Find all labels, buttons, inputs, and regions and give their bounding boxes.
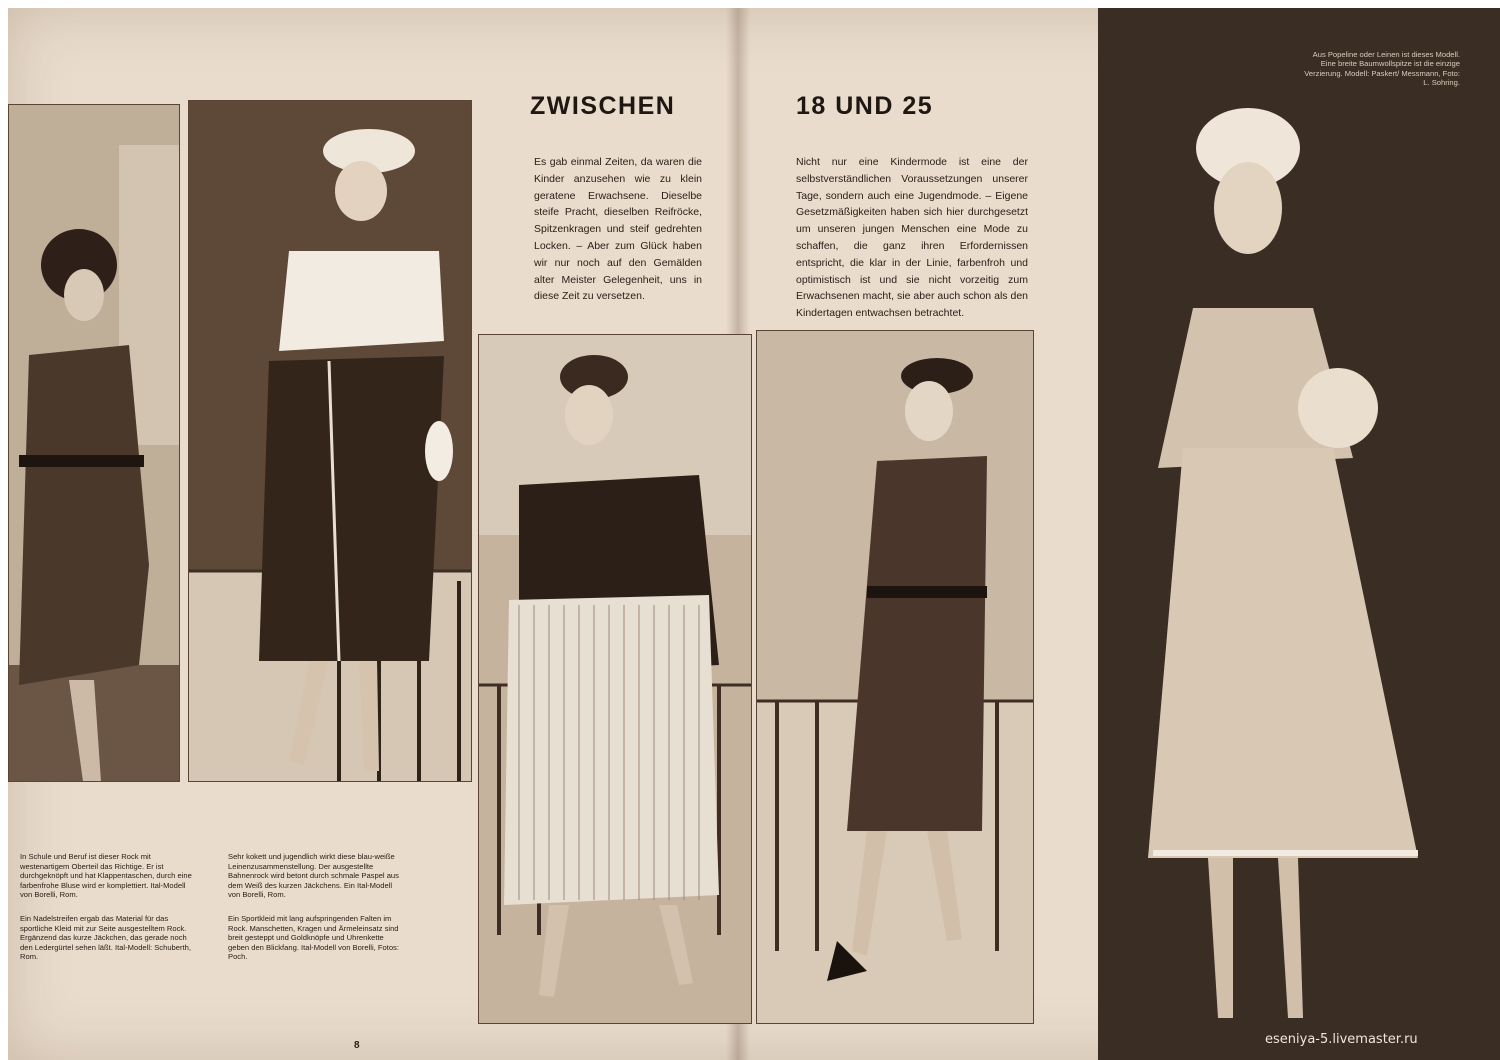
caption-col1-bottom: Ein Nadelstreifen ergab das Material für das sportliche Kleid mit zur Seite ausgestelltem Rock. Ergänzend das kurze Jäckchen, das gerade noch den Ledergürtel sehen läßt. Ital-Modell: Schuberth, Rom. — [20, 914, 191, 962]
intro-text-left: Es gab einmal Zeiten, da waren die Kinder anzusehen wie zu klein geratene Erwachsene. Dieselbe steife Pracht, dieselben Reifröcke, Spitzenkragen und steif gedrehten Locken. – Aber zum Glück haben wir nur noch auf den Gemälden alter Meister Gelegenheit, uns in diese Zeit zu versetzen. — [534, 156, 702, 303]
right-page-photo — [1098, 8, 1500, 1060]
page-number: 8 — [354, 1040, 360, 1051]
photo-belted-coatdress — [756, 330, 1034, 1024]
photo-white-jacket-skirt — [188, 100, 472, 782]
watermark-text: eseniya-5.livemaster.ru — [1265, 1032, 1418, 1047]
caption-col2-top: Sehr kokett und jugendlich wirkt diese blau-weiße Leinenzusammenstellung. Der ausgestellte Bahnenrock wird betont durch schmale Paspel aus dem Weiß des kurzen Jäckchens. Ein Ital-Modell von Borelli, Rom. — [228, 852, 399, 900]
caption-col1-top: In Schule und Beruf ist dieser Rock mit westenartigem Oberteil das Richtige. Er ist durchgeknöpft und hat Klappentaschen, durch eine farbenfrohe Bluse wird er komplettiert. Ital-Modell von Borelli, Rom. — [20, 852, 192, 900]
intro-text-right: Nicht nur eine Kindermode ist eine der selbstverständlichen Voraussetzungen unserer Tage, sondern auch eine Jugendmode. – Eigene Gesetzmäßigkeiten haben sich hier durchgesetzt um unseren jungen Menschen eine Mode zu schaffen, die ganz ihren Erfordernissen entspricht, die klar in der Linie, farbenfroh und optimistisch ist und sie nicht vorzeitig zum Erwachsenen macht, sie aber auch schon als den Kindertagen entwachsen betrachtet. — [796, 156, 1028, 320]
caption-right-page: Aus Popeline oder Leinen ist dieses Modell. Eine breite Baumwollspitze ist die einzige Verzierung. Modell: Paskert/ Messmann, Foto: L. Sohring. — [1304, 50, 1460, 88]
headline-right: 18 UND 25 — [796, 92, 934, 120]
photo-striped-skirt — [478, 334, 752, 1024]
headline-left: ZWISCHEN — [530, 92, 676, 120]
photo-dark-shirtdress — [8, 104, 180, 782]
caption-col2-bottom: Ein Sportkleid mit lang aufspringenden Falten im Rock. Manschetten, Kragen und Ärmeleinsatz sind breit gesteppt und Goldknöpfe und Uhrenkette geben den Blickfang. Ital-Modell von Borelli, Fotos: Poch. — [228, 914, 399, 962]
